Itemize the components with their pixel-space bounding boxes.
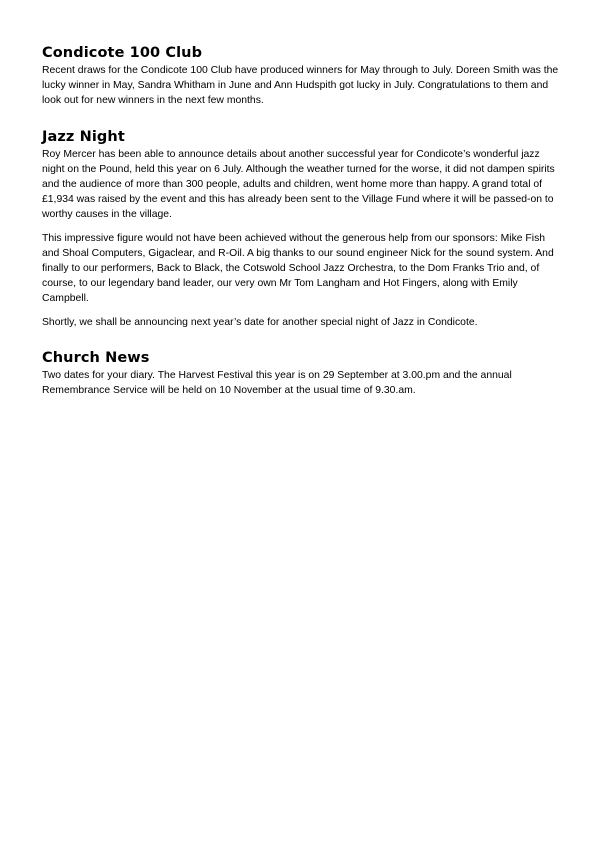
section-paragraph: Shortly, we shall be announcing next year’s date for another special night of Jazz in Condicote. [42,316,478,328]
section-paragraph: This impressive figure would not have been achieved without the generous help from our sponsors: Mike Fish and Shoal Computers, Gigaclear, and R-Oil. A big thanks to our sound engineer Nick for the sound system. And finally to our performers, Back to Black, the Cotswold School Jazz Orchestra, to the Dom Franks Trio and, of course, to our legendary band leader, our very own Mr Tom Langham and Hot Fingers, along with Emily Campbell. [42,232,554,305]
newsletter-page [42,44,562,398]
section-heading: Church News [42,349,150,366]
section-paragraph: Recent draws for the Condicote 100 Club have produced winners for May through to July. Doreen Smith was the lucky winner in May, Sandra Whitham in June and Ann Hudspith got lucky in July. Congratulations to them and look out for new winners in the next few months. [42,65,559,107]
section-heading: Condicote 100 Club [42,45,203,61]
section-church-news [42,349,562,398]
section-100-club [42,44,562,109]
section-heading: Jazz Night [42,128,125,145]
section-paragraph: Two dates for your diary. The Harvest Festival this year is on 29 September at 3.00.pm and the annual Remembrance Service will be held on 10 November at the usual time of 9.30.am. [42,369,512,397]
section-jazz-night [42,128,562,330]
section-paragraph: Roy Mercer has been able to announce details about another successful year for Condicote’s wonderful jazz night on the Pound, held this year on 6 July. Although the weather turned for the worse, it did not dampen spirits and the audience of more than 300 people, adults and children, went home more than happy. A grand total of £1,934 was raised by the event and this has already been sent to the Village Fund where it will be passed-on to worthy causes in the village. [42,148,555,221]
